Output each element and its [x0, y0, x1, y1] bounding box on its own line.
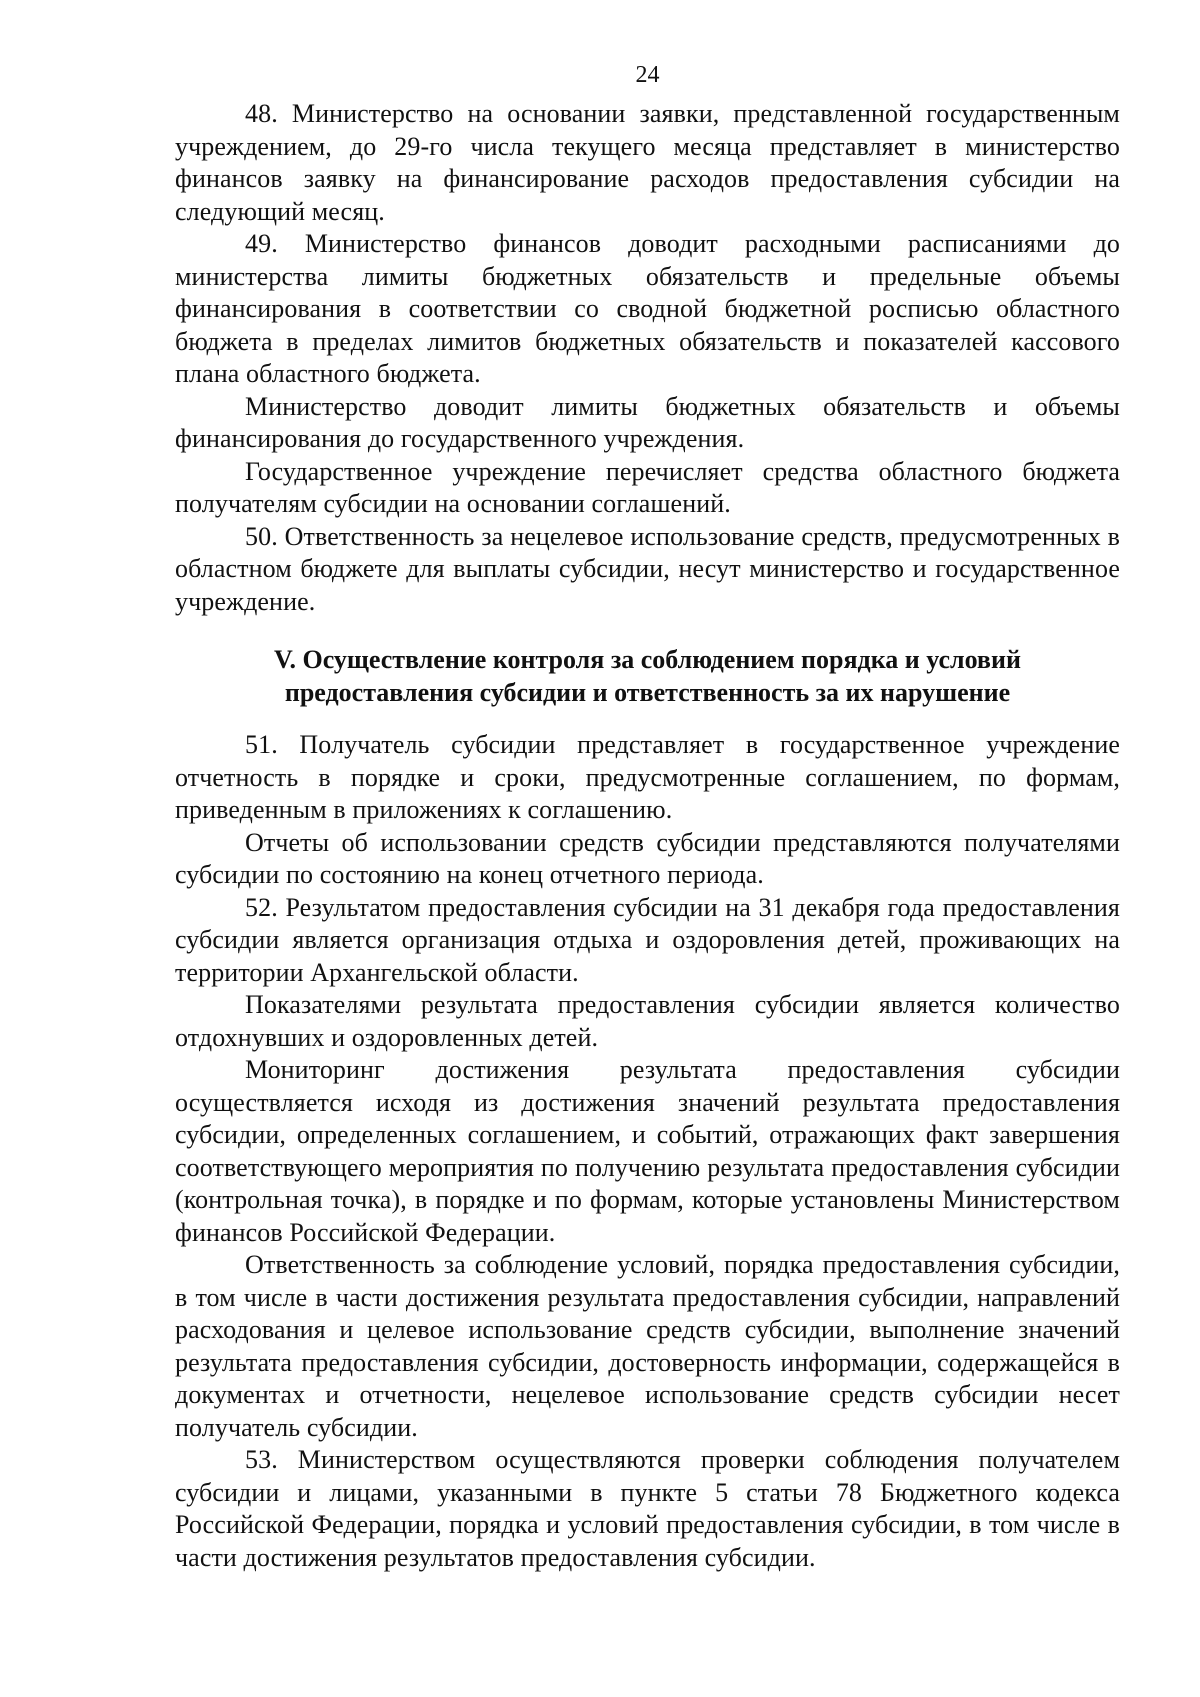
- paragraph-48: 48. Министерство на основании заявки, представленной государственным учреждением, до 29-го числа текущего месяца представляет в министерство финансов заявку на финансирование расходов предоставления субсидии на следующий месяц.: [175, 99, 1120, 226]
- paragraph-52: 52. Результатом предоставления субсидии на 31 декабря года предоставления субсидии является организация отдыха и оздоровления детей, проживающих на территории Архангельской области.: [175, 892, 1120, 987]
- paragraph-53: 53. Министерством осуществляются проверки соблюдения получателем субсидии и лицами, указанными в пункте 5 статьи 78 Бюджетного кодекса Российской Федерации, порядка и условий предоставления субсидии, в том числе в части достижения результатов предоставления субсидии.: [175, 1445, 1120, 1572]
- paragraph-51: 51. Получатель субсидии представляет в государственное учреждение отчетность в порядке и сроки, предусмотренные соглашением, по формам, приведенным в приложениях к соглашению.: [175, 730, 1120, 824]
- paragraph-51-reports: Отчеты об использовании средств субсидии представляются получателями субсидии по состоянию на конец отчетного периода.: [175, 827, 1120, 889]
- paragraph-52-responsibility: Ответственность за соблюдение условий, порядка предоставления субсидии, в том числе в части достижения результата предоставления субсидии, направлений расходования и целевое использование средств субсидии, выполнение значений результата предоставления субсидии, достоверность информации, содержащейся в документах и отчетности, нецелевое использование средств субсидии несет получатель субсидии.: [175, 1250, 1120, 1442]
- section-heading-line-2: предоставления субсидии и ответственность за их нарушение: [284, 677, 1011, 707]
- section-heading-line-1: V. Осуществление контроля за соблюдением порядка и условий: [274, 645, 1021, 674]
- paragraph-52-indicators: Показателями результата предоставления субсидии является количество отдохнувших и оздоровленных детей.: [175, 990, 1120, 1052]
- paragraph-50: 50. Ответственность за нецелевое использование средств, предусмотренных в областном бюджете для выплаты субсидии, несут министерство и государственное учреждение.: [175, 521, 1120, 616]
- section-heading: [175, 644, 1120, 709]
- document-page: [175, 60, 1120, 1574]
- paragraph-49-limits: Министерство доводит лимиты бюджетных обязательств и объемы финансирования до государственного учреждения.: [175, 391, 1120, 453]
- page-number: 24: [635, 62, 660, 88]
- paragraph-49: 49. Министерство финансов доводит расходными расписаниями до министерства лимиты бюджетных обязательств и предельные объемы финансирования в соответствии со сводной бюджетной росписью областного бюджета в пределах лимитов бюджетных обязательств и показателей кассового плана областного бюджета.: [175, 229, 1120, 388]
- paragraph-52-monitoring: Мониторинг достижения результата предоставления субсидии осуществляется исходя из достижения значений результата предоставления субсидии, определенных соглашением, и событий, отражающих факт завершения соответствующего мероприятия по получению результата предоставления субсидии (контрольная точка), в порядке и по формам, которые установлены Министерством финансов Российской Федерации.: [175, 1055, 1120, 1247]
- paragraph-49-transfer: Государственное учреждение перечисляет средства областного бюджета получателям субсидии на основании соглашений.: [175, 456, 1120, 518]
